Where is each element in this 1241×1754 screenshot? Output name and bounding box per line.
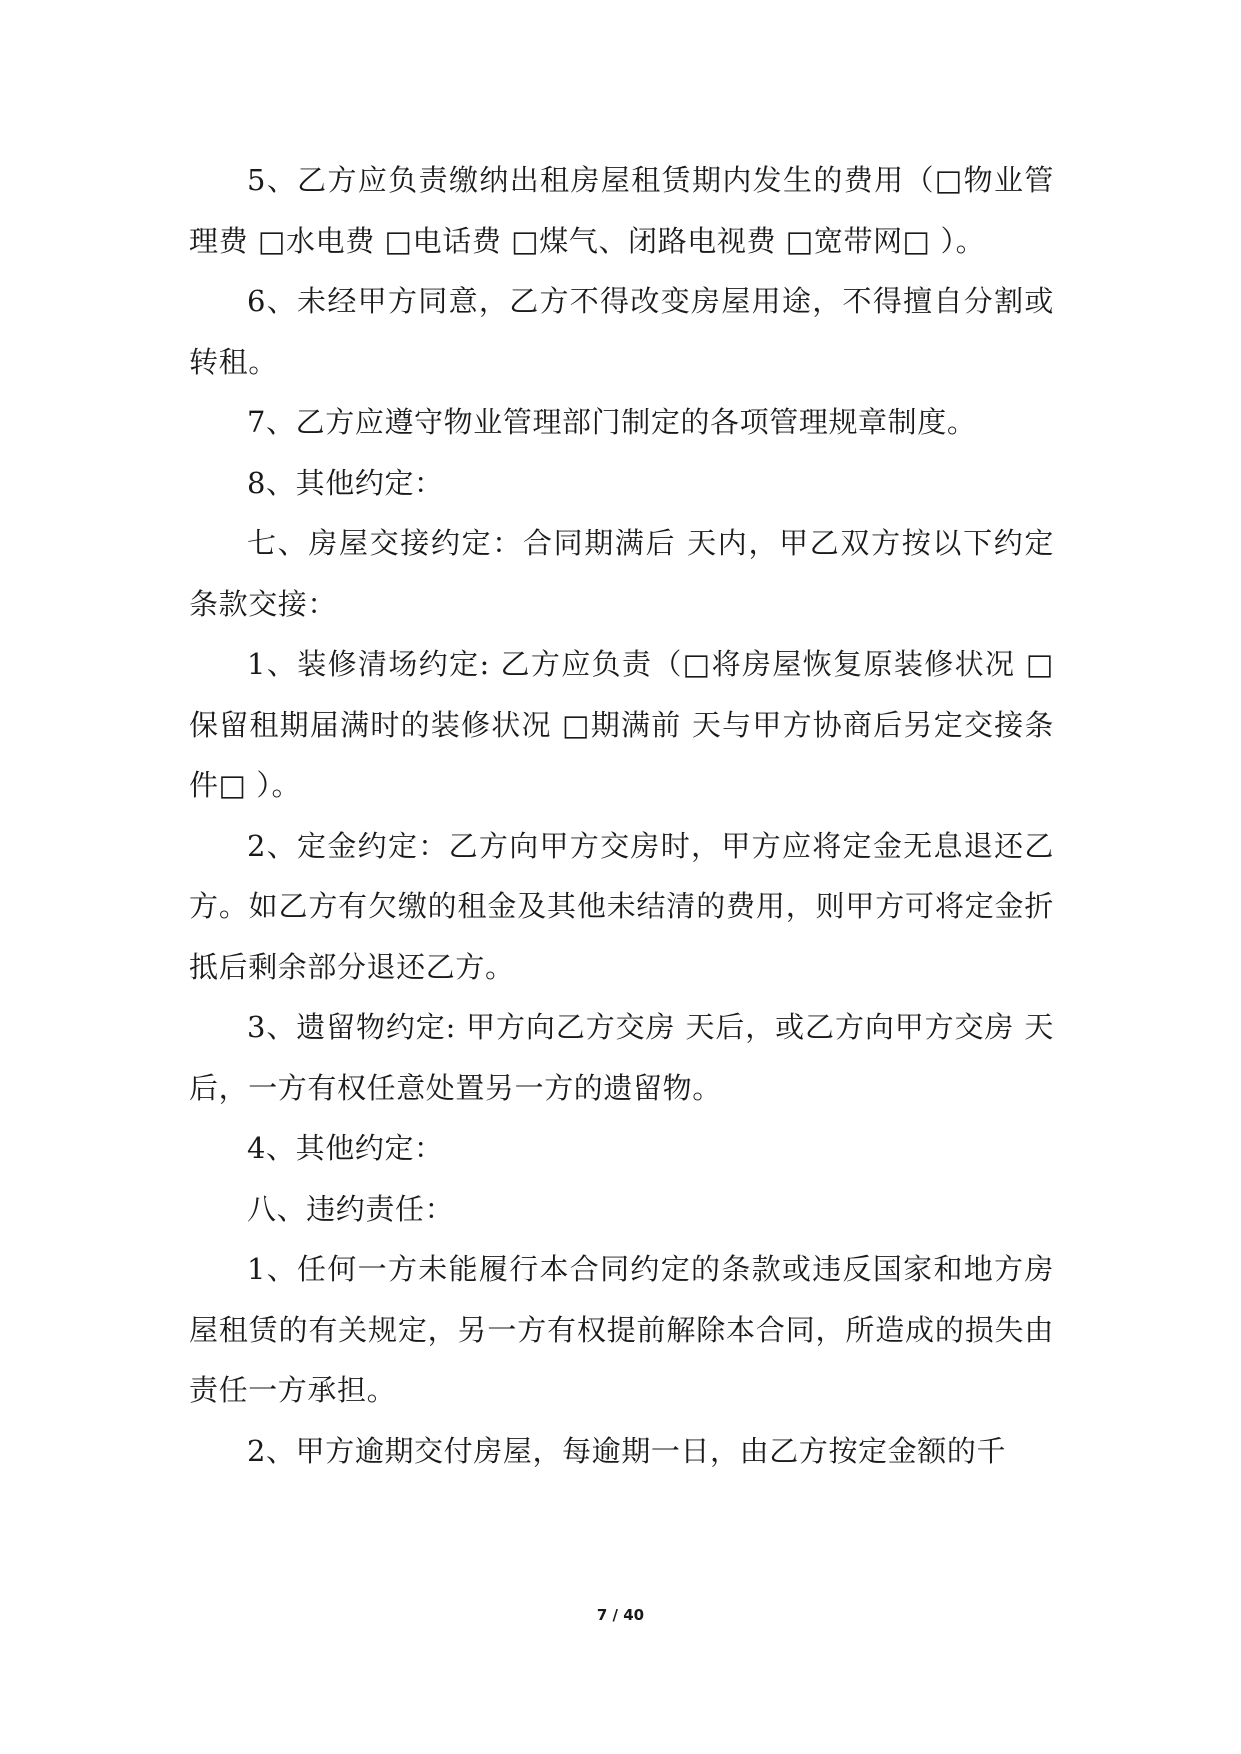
clause-6-usage: 6、未经甲方同意，乙方不得改变房屋用途，不得擅自分割或转租。 [189, 284, 1054, 379]
handover-4-other: 4、其他约定： [247, 1131, 444, 1165]
handover-2-deposit: 2、定金约定：乙方向甲方交房时，甲方应将定金无息退还乙方。如乙方有欠缴的租金及其他未结清的费用，则甲方可将定金折抵后剩余部分退还乙方。 [189, 828, 1054, 984]
handover-1-renovation: 1、装修清场约定: 乙方应负责（□将房屋恢复原装修状况 □保留租期届满时的装修状况 □期满前 天与甲方协商后另定交接条件□ ）。 [189, 647, 1054, 802]
page-number: 7 / 40 [596, 1606, 645, 1624]
handover-3-leftovers: 3、遗留物约定: 甲方向乙方交房 天后，或乙方向甲方交房 天后，一方有权任意处置另一方的遗留物。 [189, 1010, 1054, 1105]
clause-8-other: 8、其他约定： [247, 465, 444, 500]
section-8-liability-heading: 八、违约责任： [247, 1191, 455, 1226]
liability-1-breach: 1、任何一方未能履行本合同约定的条款或违反国家和地方房屋租赁的有关规定，另一方有权提前解除本合同，所造成的损失由责任一方承担。 [189, 1252, 1054, 1407]
section-7-handover-heading: 七、房屋交接约定：合同期满后 天内，甲乙双方按以下约定条款交接： [189, 526, 1054, 621]
clause-7-regulations: 7、乙方应遵守物业管理部门制定的各项管理规章制度。 [247, 405, 977, 439]
liability-2-late-delivery: 2、甲方逾期交付房屋，每逾期一日，由乙方按定金额的千 [247, 1433, 1007, 1468]
document-body [189, 150, 1054, 1481]
clause-5-fees: 5、乙方应负责缴纳出租房屋租赁期内发生的费用（□物业管理费 □水电费 □电话费 □煤气、闭路电视费 □宽带网□ ）。 [189, 163, 1054, 258]
